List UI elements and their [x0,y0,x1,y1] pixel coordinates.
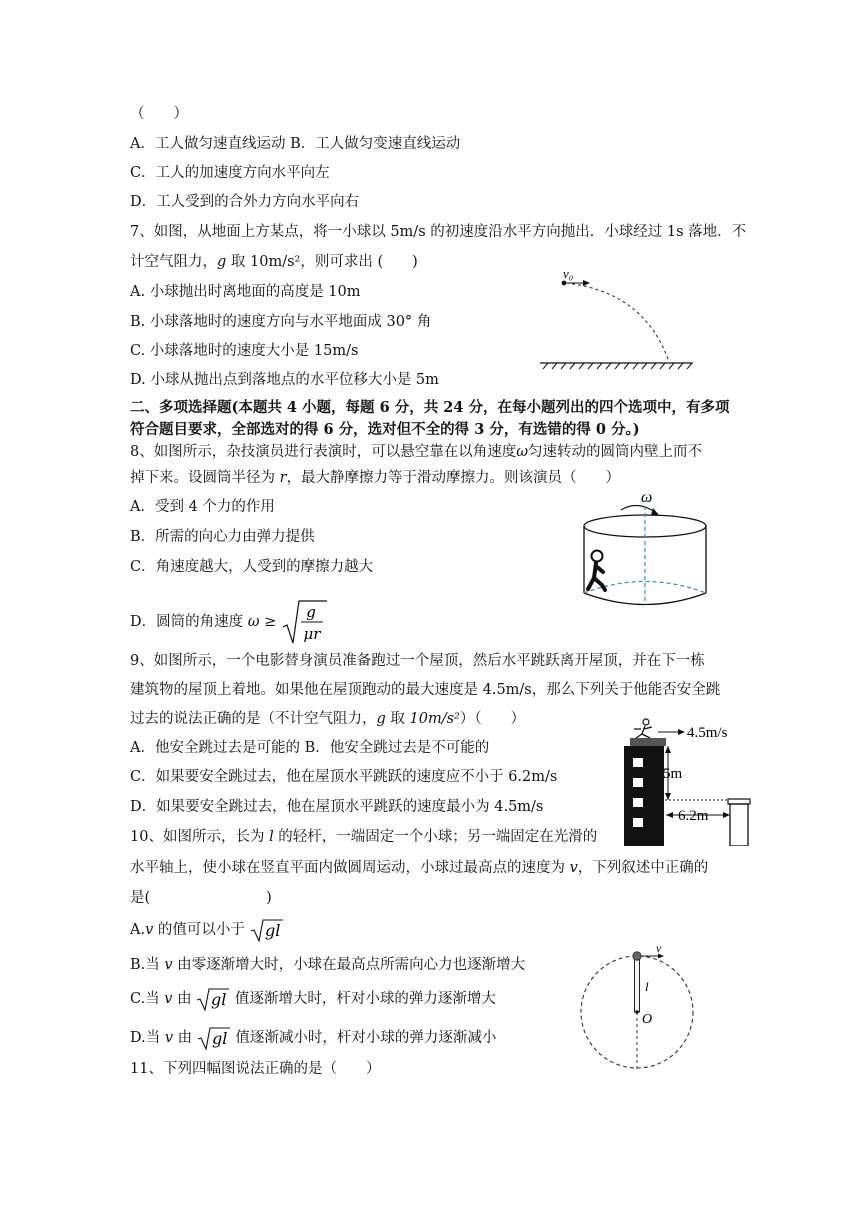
q10-option-d: D.当 v 由 gl 值逐渐减小时，杆对小球的弹力逐渐减小 [130,1026,496,1050]
q9-option-c: C．如果要安全跳过去，他在屋顶水平跳跃的速度应不小于 6.2m/s [130,769,558,785]
q7-option-c: C. 小球落地时的速度大小是 15m/s [130,343,359,359]
q10-option-b: B.当 v 由零逐渐增大时，小球在最高点所需向心力也逐渐增大 [130,957,526,973]
q7-option-a: A. 小球抛出时离地面的高度是 10m [130,284,361,300]
speed-label: 4.5m/s [687,725,728,741]
svg-text:gl: gl [211,1029,228,1048]
svg-text:μr: μr [303,625,321,643]
trajectory-dashed [566,283,669,362]
q10-stem-line3: 是( ) [130,890,272,906]
answer-paren: （ ） [130,106,188,122]
v-label: v [656,941,662,955]
light-rod [635,957,640,1012]
q7-projectile-figure [535,262,695,372]
section2-heading-line2: 符合题目要求，全部选对的得 6 分，选对但不全的得 3 分，有选错的得 0 分。) [130,421,640,438]
q9-stem-line1: 9、如图所示，一个电影替身演员准备跑过一个屋顶，然后水平跳跃离开屋顶，并在下一栋 [130,653,705,669]
sqrt-gl [196,987,230,1011]
q9-stem-line2: 建筑物的屋顶上着地。如果他在屋顶跑动的最大速度是 4.5m/s，那么下列关于他能否安全跳 [130,682,721,698]
q10-rod-circle-figure [578,940,696,1074]
q10-option-c: C.当 v 由 gl 值逐渐增大时，杆对小球的弹力逐渐增大 [130,987,496,1011]
section2-heading-line1: 二、多项选择题(本题共 4 小题，每题 6 分，共 24 分，在每小题列出的四个选项中，有多项 [130,399,730,416]
q6-option-ab: A．工人做匀速直线运动 B．工人做匀变速直线运动 [130,136,461,152]
q10-stem-line1: 10、如图所示，长为 l 的轻杆，一端固定一个小球；另一端固定在光滑的 [130,829,598,845]
q9-stem-line3: 过去的说法正确的是（不计空气阻力，g 取 10m/s²）（ ） [130,711,526,727]
roof-parapet [630,738,666,746]
o-label: O [642,1012,653,1027]
q8-option-d: D．圆筒的角速度 ω ≥ g μr [130,599,329,645]
gap-label: 6.2m [678,808,709,824]
q8-stem-line1: 8、如图所示，杂技演员进行表演时，可以悬空靠在以角速度ω匀速转动的圆筒内壁上而不 [130,444,703,460]
q9-option-d: D．如果要安全跳过去，他在屋顶水平跳跃的速度最小为 4.5m/s [130,799,544,815]
svg-text:gl: gl [264,921,280,940]
sqrt-gl [250,918,284,942]
q9-rooftop-figure [620,716,758,846]
building-right [730,804,748,846]
pivot-point [635,1010,639,1014]
building-left [624,746,664,846]
rotation-arrow [621,505,655,512]
ball [633,952,641,960]
q11-stem: 11、下列四幅图说法正确的是（ ） [130,1061,381,1077]
q8-cylinder-figure [575,486,715,616]
q7-option-d: D. 小球从抛出点到落地点的水平位移大小是 5m [130,372,439,388]
sqrt-gl [197,1026,231,1050]
q7-stem-line1: 7、如图，从地面上方某点，将一小球以 5m/s 的初速度沿水平方向抛出．小球经过 1s 落地．不 [130,224,747,240]
height-label: 5m [663,766,683,782]
q10-stem-line2: 水平轴上，使小球在竖直平面内做圆周运动，小球过最高点的速度为 v，下列叙述中正确的 [130,860,709,876]
omega-label: ω [641,489,653,506]
performer-icon [588,551,605,591]
q7-stem-line2: 计空气阻力，g 取 10m/s²，则可求出 ( ) [130,254,418,270]
q8-option-b: B．所需的向心力由弹力提供 [130,529,315,545]
q8-option-a: A．受到 4 个力的作用 [130,499,275,515]
ball [562,281,567,286]
cylinder-top [584,515,706,537]
q6-option-d: D．工人受到的合外力方向水平向右 [130,194,360,210]
sqrt-g-over-mur [281,599,329,645]
v0-label: v₀ [563,266,574,281]
q8-stem-line2: 掉下来。设圆筒半径为 r，最大静摩擦力等于滑动摩擦力。则该演员（ ） [130,470,621,486]
ground-hatch [543,363,692,369]
q6-option-c: C．工人的加速度方向水平向左 [130,165,330,181]
l-label: l [645,979,649,994]
svg-text:gl: gl [211,990,227,1009]
q10-option-a: A.v 的值可以小于 gl [130,918,284,942]
q8-option-c: C．角速度越大，人受到的摩擦力越大 [130,559,374,575]
stuntman-icon [634,719,652,738]
q9-option-ab: A．他安全跳过去是可能的 B．他安全跳过去是不可能的 [130,740,490,756]
svg-text:g: g [306,603,316,621]
q7-option-b: B. 小球落地时的速度方向与水平地面成 30° 角 [130,314,432,330]
